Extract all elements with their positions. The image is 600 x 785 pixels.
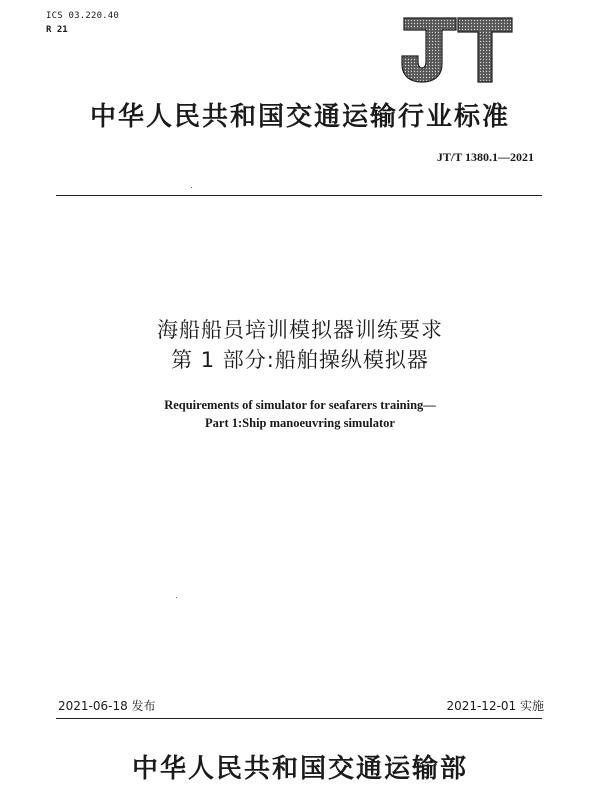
chinese-title-line-2: 第 1 部分:船舶操纵模拟器 [171,348,429,372]
implementation-date: 2021-12-01 实施 [446,699,544,713]
classification-code: R 21 [46,25,68,35]
issuing-authority: 中华人民共和国交通运输部 [131,754,468,784]
english-title-line-1: Requirements of simulator for seafarers training— [164,398,436,412]
english-title-line-2: Part 1:Ship manoeuvring simulator [205,416,395,430]
bottom-divider [56,718,542,719]
scan-speck [191,187,192,188]
standard-number: JT/T 1380.1—2021 [436,150,534,164]
chinese-title-line-1: 海船船员培训模拟器训练要求 [157,318,443,342]
ics-code: ICS 03.220.40 [46,11,120,21]
top-divider [56,195,542,196]
jt-logo [398,16,514,84]
scan-speck [176,597,177,598]
standard-type-heading: 中华人民共和国交通运输行业标准 [89,102,510,132]
issue-date: 2021-06-18 发布 [58,699,156,713]
